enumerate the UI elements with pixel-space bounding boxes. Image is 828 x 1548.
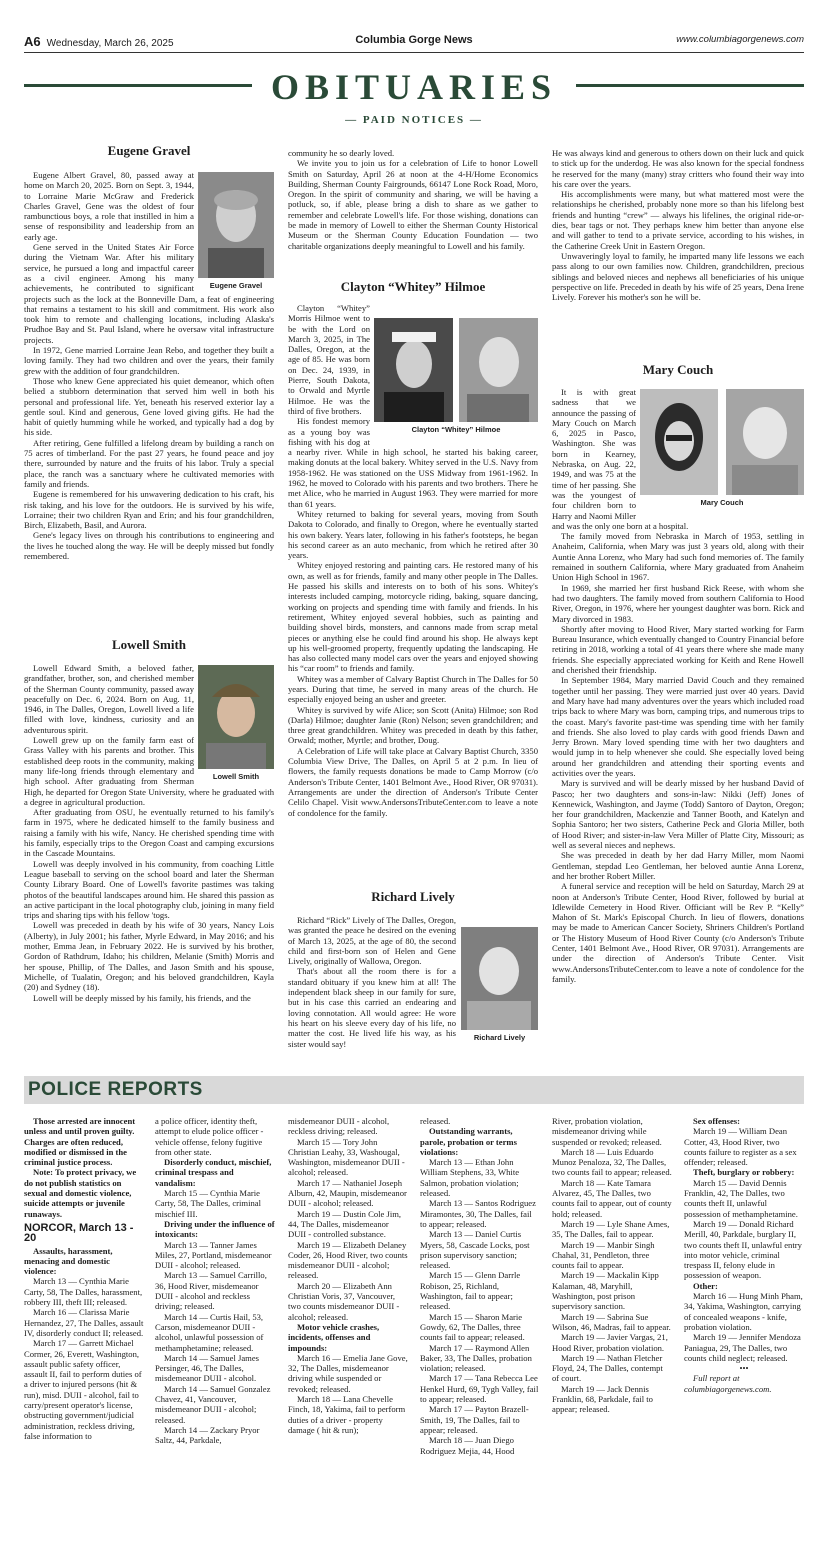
- report-entry: River, probation violation, misdemeanor driving while suspended or revoked; released.: [552, 1116, 662, 1147]
- caption-lively: Richard Lively: [473, 1033, 526, 1042]
- report-entry: March 19 — Jack Dennis Franklin, 68, Parkdale, fail to appear; released.: [552, 1383, 653, 1415]
- police-column-3: [288, 1116, 408, 1536]
- police-column-4: [420, 1116, 540, 1536]
- report-entry: March 13 — Cynthia Marie Carty, 58, The Dalles, harassment, robbery III, theft III; released.: [24, 1276, 143, 1308]
- caption-gravel: Eugene Gravel: [209, 281, 263, 290]
- paragraph: Lowell Edward Smith, a beloved father, grandfather, brother, son, and cherished member of the Sherman County community, passed away peacefully on Dec. 6, 2024. Born on Aug. 11, 1946, in The Dalles, Oregon, Lowell lived a life filled with love, kindness, curiosity and an adventurous spirit.: [24, 663, 194, 735]
- paragraph: Clayton “Whitey” Morris Hilmoe went to be with the Lord on March 3, 2025, in The Dalles, Oregon, at the age of 85. He was born on Dec. 24, 1939, in Pierre, South Dakota, to Orwald and Myrtle Hilmoe. He was the third of five brothers.: [288, 303, 370, 416]
- police-column-6: [684, 1116, 804, 1536]
- obit-name-hilmoe: Clayton “Whitey” Hilmoe: [340, 279, 486, 294]
- obit-text-smith-cont: [288, 148, 538, 270]
- paragraph: After retiring, Gene fulfilled a lifelong dream by building a ranch on 75 acres of timberland. For the past 27 years, he found peace and joy there, surrounded by nature and the fruits of his labor. Truly a special place, the ranch was a sanctuary where he cultivated memories with family and friends.: [24, 437, 274, 489]
- paragraph: Lowell will be deeply missed by his family, his friends, and the: [33, 992, 251, 1003]
- report-category: Motor vehicle crashes, incidents, offenses and impounds:: [288, 1321, 380, 1353]
- paragraph: His fondest memory as a young boy was fishing with his dog at a nearby river. While in high school, he started his baking career, making donuts at the local bakery. Whitey served in the U.S. Navy from 1958-1962. He was stationed on the USS Midway from 1961-1962. In 1962, he moved to Colorado with his parents and two brothers. There he met Alice, who he married in August 1963. They were married for more than 61 years.: [288, 416, 538, 509]
- obit-name-lively: Richard Lively: [371, 889, 455, 904]
- paragraph: Eugene is remembered for his unwavering dedication to his craft, his risk taking, and his love for the outdoors. He is survived by his wife, Lorraine; their two children Ryan and Erin; and his four grandchildren, Birch, Elizabeth, Basil, and Aurora.: [24, 489, 274, 531]
- report-entry: Full report at columbiagorgenews.com.: [684, 1373, 772, 1394]
- report-category: Sex offenses:: [693, 1116, 741, 1126]
- section-title: OBITUARIES: [270, 67, 558, 107]
- report-category: Note: To protect privacy, we do not publish statistics on sexual and domestic violence, suicide attempts or juvenile runaways.: [24, 1167, 137, 1219]
- report-entry: March 17 — Payton Brazell-Smith, 19, The Dalles, fail to appear; released.: [420, 1404, 529, 1435]
- paragraph: Whitey enjoyed restoring and painting cars. He restored many of his own, as well as for friends, family and many other people in The Dalles. He passed his skills and interests on to both of his sons. Whitey's interests included camping, motorcycle riding, baking, square dancing, working on projects and spending time with family and friends. In his retirement, Whitey enjoyed several hobbies, such as painting and building shovel birds, monsters, and cannons made from scrap metal pieces or anything else he could find around his shop. He always kept up his well-groomed property, frequently updating the landscaping. He has also collected many model cars over the years and enjoyed showing his “car room” to friends and family.: [288, 560, 538, 674]
- report-entry: March 19 — Mackalin Kipp Kalaman, 48, Maryhill, Washington, post prison supervisory sanction.: [552, 1270, 659, 1312]
- report-entry: March 18 — Lana Chevelle Finch, 18, Yakima, fail to perform duties of a driver - property damage ( hit & run);: [288, 1394, 406, 1435]
- report-entry: March 19 — Elizabeth Delaney Coder, 26, Hood River, two counts misdemeanor DUII - alcohol; released.: [288, 1239, 408, 1281]
- obit-text-lively-cont: [552, 148, 804, 358]
- paragraph: Mary is survived and will be dearly missed by her husband David of Pasco; her two daughters and sons-in-law: Nikki (Jeff) Jones of Kennewick, Washington, and Jayme (Todd) Santoro of Dayton, Oregon; her four grandchildren, Mackenzie and Tanner Booth, and Katelyn and Sophia Santoro; her two sisters, Catherine Peck and Gloria Miller, both of Hood River; and sister-in-law Vera Miller of Platte City, Missouri; as well as several nieces and nephews.: [552, 778, 804, 851]
- report-category: Theft, burglary or robbery:: [693, 1167, 795, 1178]
- page-header: [24, 34, 804, 50]
- page-number: A6: [24, 34, 41, 49]
- paragraph: Whitey returned to baking for several years, moving from South Dakota to Colorado, and finally to Oregon, where he eventually started his own bakery. Years later, following in his father's footsteps, he began his second career as an auto mechanic, from which he retired after 30 years.: [288, 508, 538, 561]
- paragraph: Gene's legacy lives on through his contributions to engineering and the lives he touched along the way. He will be deeply missed but fondly remembered.: [24, 530, 274, 561]
- caption-hilmoe: Clayton “Whitey” Hilmoe: [411, 425, 501, 434]
- report-entry: March 19 — William Dean Cotter, 43, Hood River, two counts failure to register as a sex offender; released.: [684, 1126, 797, 1168]
- report-entry: March 16 — Emelia Jane Gove, 32, The Dalles, misdemeanor driving while suspended or revoked; released.: [288, 1352, 408, 1394]
- report-entry: March 17 — Raymond Allen Baker, 33, The Dalles, probation violation; released.: [420, 1342, 532, 1374]
- report-subheading: NORCOR, March 13 - 20: [24, 1221, 134, 1245]
- obit-text-lively: [288, 915, 538, 1075]
- paragraph: That's about all the room there is for a standard obituary if you knew him at all! The independent black sheep in our family for sure, but in his case this carried an endearing and loving connotation. All would agree: He wore his heart on his sleeve every day of his life, no matter the cost. He lived life his way, as his sister would say!: [288, 966, 456, 1049]
- report-entry: March 17 — Tana Rebecca Lee Henkel Hurd, 69, Tygh Valley, fail to appear; released.: [420, 1373, 539, 1405]
- paragraph: Lowell was deeply involved in his community, from coaching Little League baseball to serving on the school board and later the Sherman County Library Board. One of Lowell's favorite pastimes was taking photos of the beautiful landscapes around him. He shared this passion as an active participant in the local photography club, joining in many field trips and sharing tips with his fellow 'togs.: [24, 858, 274, 921]
- report-entry: March 18 — Kate Tamara Alvarez, 45, The Dalles, two counts fail to appear, out of county hold; released.: [552, 1177, 672, 1219]
- paragraph: Those who knew Gene appreciated his quiet demeanor, which often belied a stubborn determination that served him well in both his personal and professional life. Yet, beneath his reserved exterior lay a gentle soul. Kind and generous, Gene loved giving gifts. He had the habit of quietly humming while he worked, and typically had a dog by his side.: [24, 375, 274, 438]
- paragraph: Whitey is survived by wife Alice; son Scott (Anita) Hilmoe; son Rod (Darla) Hilmoe; daughter Janie (Ron) Nelson; seven grandchildren; and three great grandchildren. Whitey was preceded in death by this father, Orwald; mother, Myrtle; and brother, Doug.: [288, 704, 538, 746]
- obit-text-couch: [552, 387, 804, 1072]
- report-entry: March 14 — Samuel Gonzalez Chavez, 41, Vancouver, misdemeanor DUII - alcohol; released.: [155, 1383, 271, 1425]
- report-category: Driving under the influence of intoxicants:: [155, 1218, 275, 1240]
- report-category: Disorderly conduct, mischief, criminal trespass and vandalism:: [155, 1157, 272, 1188]
- report-entry: March 16 — Clarissa Marie Hernandez, 27, The Dalles, assault IV, disorderly conduct II; released.: [24, 1307, 144, 1338]
- report-entry: •••: [739, 1363, 749, 1374]
- report-entry: March 18 — Luis Eduardo Munoz Penaloza, 32, The Dalles, two counts fail to appear; released.: [552, 1146, 672, 1178]
- report-entry: March 13 — Samuel Carrillo, 36, Hood River, misdemeanor DUII - alcohol and reckless driving; released.: [155, 1270, 267, 1312]
- report-entry: March 16 — Hung Minh Pham, 34, Yakima, Washington, carrying of concealed weapons - knife, probation violation.: [684, 1291, 803, 1332]
- site-url[interactable]: www.columbiagorgenews.com: [676, 34, 804, 45]
- report-entry: March 14 — Samuel James Persinger, 46, The Dalles, misdemeanor DUII - alcohol.: [155, 1352, 259, 1384]
- paragraph: In September 1984, Mary married David Couch and they remained together until her passing. They were married just over 40 years. David and Mary have had many adventures over the years which included road trips back to where Mary was born, camping trips, and numerous trips to the coast. Mary's favorite past-time was spending time with her family and friends. She also loved to play cards with good friends Dawn and Jerry Brown. Mary loved spending time with her two daughters and would jump in to help whenever she could. She especially loved being around her grandchildren and attending their sporting events and activities over the years.: [552, 675, 804, 778]
- report-entry: a police officer, identity theft, attempt to elude police officer - vehicle offense, felony fugitive from other state.: [155, 1116, 264, 1157]
- report-entry: March 20 — Elizabeth Ann Christian Voris, 37, Vancouver, two counts misdemeanor DUII - alcohol; released.: [288, 1280, 400, 1322]
- report-entry: misdemeanor DUII - alcohol, reckless driving; released.: [288, 1116, 390, 1137]
- paragraph: Eugene Albert Gravel, 80, passed away at home on March 20, 2025. Born on Sept. 3, 1944, to Lorraine Marie McGraw and Frederick Charles Gravel, Gene was the oldest of four rambunctious boys, a role that instilled in him a sense of responsibility and leadership from an early age.: [24, 170, 194, 242]
- report-entry: March 15 — David Dennis Franklin, 42, The Dalles, two counts theft II, unlawful possession of methamphetamine.: [684, 1177, 798, 1219]
- caption-couch: Mary Couch: [700, 498, 744, 507]
- paragraph: Richard “Rick” Lively of The Dalles, Oregon, was granted the peace he desired on the evening of March 13, 2025, at the age of 80, the second child and first-born son of Helen and Gene Lively, originally of Wallowa, Oregon.: [288, 915, 456, 967]
- obit-text-gravel: [24, 170, 274, 630]
- report-entry: March 19 — Donald Richard Merill, 40, Parkdale, burglary II, two counts theft II, unlawful entry into motor vehicle, criminal trespass II, felony elude in possession of weapon.: [684, 1218, 802, 1281]
- obit-name-couch: Mary Couch: [642, 362, 714, 377]
- report-entry: March 19 — Nathan Fletcher Floyd, 24, The Dalles, contempt of court.: [552, 1352, 663, 1384]
- report-entry: March 18 — Juan Diego Rodriguez Mejia, 44, Hood: [420, 1435, 515, 1456]
- paragraph: In 1972, Gene married Lorraine Jean Rebo, and together they built a loving family. They had two children and over the years, their family grew with the addition of four grandchildren.: [24, 345, 274, 376]
- paper-name: Columbia Gorge News: [355, 34, 473, 46]
- report-entry: March 19 — Manbir Singh Chahal, 31, Pendleton, three counts fail to appear.: [552, 1239, 655, 1271]
- police-column-5: [552, 1116, 672, 1536]
- paragraph: Whitey was a member of Calvary Baptist Church in The Dalles for 50 years. During that time, he served in many areas of the church. He especially enjoyed being an usher and greeter.: [288, 673, 538, 705]
- report-entry: March 15 — Cynthia Marie Carty, 58, The Dalles, criminal mischief III.: [155, 1188, 261, 1219]
- paragraph: community he so dearly loved.: [288, 148, 395, 158]
- obit-name-gravel: Eugene Gravel: [107, 143, 191, 158]
- police-column-2: [155, 1116, 275, 1536]
- paragraph: She was preceded in death by her dad Harry Miller, mom Naomi Gentleman, stepdad Leo Gentleman, her beloved auntie Anna Lorenz, and her brother Robert Miller.: [552, 850, 804, 881]
- police-column-1: [24, 1116, 144, 1536]
- paragraph: We invite you to join us for a celebration of Life to honor Lowell Smith on Saturday, April 26 at noon at the 4-H/Home Economics Building, Sherman County Fairgrounds, 66147 Lone Rock Road, Moro, Oregon. In the spirit of community and sharing, we will be having a potluck, so, if able, please bring a dish to share as we gather to remember and celebrate Lowell's life. For those wishing, donations can be made in memory of Lowell to either the Sherman County Historical Museum or the Sherman County Education Foundation — two charitable organizations deeply meaningful to Lowell and his family.: [288, 158, 538, 251]
- paragraph: A funeral service and reception will be held on Saturday, March 29 at noon at Anderson's Tribute Center, Hood River, followed by burial at Idlewilde Cemetery in Hood River. Officiant will be Rev P. “Kelly” Mahon of St. Mark's Episcopal Church. In lieu of flowers, donations may be made to American Cancer Society, Shriners Children's Portland or The History Museum of Hood River County (c/o Anderson's Tribute Center, 1401 Belmont Ave., Hood River, OR 97031). Arrangements are under the direction of Anderson's Tribute Center. Visit www.AndersonsTributeCenter.com to leave a note of condolence for the family.: [552, 881, 804, 984]
- header-rule: [24, 52, 804, 53]
- report-entry: March 14 — Curtis Hail, 53, Carson, misdemeanor DUII - alcohol, unlawful possession of methamphetamine; released.: [155, 1311, 264, 1353]
- report-entry: March 19 — Javier Vargas, 21, Hood River, probation violation.: [552, 1332, 668, 1353]
- report-category: Assaults, harassment, menacing and domestic violence:: [24, 1245, 113, 1277]
- paragraph: After graduating from OSU, he eventually returned to his family's farm in 1975, where he dedicated himself to the family business and raising a family with his wife, Nancy. He cherished spending time with his family, especially trips to the Oregon Coast and camping excursions in the Cascade Mountains.: [24, 807, 274, 859]
- report-entry: March 15 — Sharon Marie Gowdy, 62, The Dalles, three counts fail to appear; released.: [420, 1311, 525, 1343]
- report-entry: March 13 — Santos Rodriguez Miramontes, 30, The Dalles, fail to appear; released.: [420, 1198, 536, 1229]
- section-banner: [24, 66, 804, 106]
- paragraph: Unwaveringly loyal to family, he imparted many life lessons we each pass along to our own families now. Children, grandchildren, precious siblings and beloved nieces and nephews all beneficiaries of his unique perspective on life. Preceded in death by his wife of 25 years, Dena Irene Lively. Forever his mother's son he will be.: [552, 250, 804, 303]
- issue-date: Wednesday, March 26, 2025: [46, 38, 174, 49]
- report-entry: March 13 — Daniel Curtis Myers, 58, Cascade Locks, post prison supervisory sanction; released.: [420, 1229, 530, 1271]
- report-entry: March 19 — Sabrina Sue Wilson, 46, Madras, fail to appear.: [552, 1311, 671, 1332]
- paragraph: Gene served in the United States Air Force during the Vietnam War. After his military service, he pursued a long and impactful career as a civil engineer. Among his many achievements, he contributed to significant projects such as the lock at the Bonneville Dam, a feat of engineering that remains a testament to his skill and commitment. His work also took him to remote and challenging locations, including Alaska's Prudhoe Bay and St. Paul Island, where he oversaw vital infrastructure projects.: [24, 242, 274, 345]
- section-subtitle: — PAID NOTICES —: [345, 114, 483, 126]
- report-entry: March 19 — Dustin Cole Jim, 44, The Dalles, misdemeanor DUII - controlled substance.: [288, 1208, 402, 1240]
- report-entry: March 15 — Tory John Christian Leahy, 33, Washougal, Washington, misdemeanor DUII - alcohol; released.: [288, 1136, 405, 1178]
- report-entry: March 13 — Ethan John William Stephens, 33, White Salmon, probation violation; released.: [420, 1157, 520, 1199]
- paragraph: In 1969, she married her first husband Rick Reese, with whom she had two daughters. The family moved from southern California to Hood River, Oregon, in 1976, where her youngest daughter was born. Rick and Mary divorced in 1983.: [552, 582, 804, 624]
- report-entry: March 19 — Jennifer Mendoza Paniagua, 29, The Dalles, two counts child neglect; released.: [684, 1332, 801, 1363]
- paragraph: Lowell was preceded in death by his wife of 30 years, Nancy Lois (Alberty), in July 2001; his father, Myrle Edward, in May 2016; and his mother, Emma Jean, in February 2022. He is survived by his brother, Gordon of Rathdrum, Idaho; his children, Melanie (Smith) Morris and her spouse, Phillip, of The Dalles, and Jason Smith and his spouse, Michelle, of Tualatin, Oregon; and his beloved grandchildren, Kayla (20) and Sydney (18).: [24, 920, 274, 993]
- paragraph: He was always kind and generous to others down on their luck and quick to stick up for the underdog. He was also known for the special fondness he reserved for the many (many) stray critters who found their way into his care over the years.: [552, 148, 804, 189]
- paragraph: Lowell grew up on the family farm east of Grass Valley with his parents and brother. This established deep roots in the community, making many life-long friends through elementary and high school. After graduating from Sherman High, he departed for Oregon State University, where he graduated with a degree in agricultural production.: [24, 735, 274, 807]
- report-entry: March 19 — Lyle Shane Ames, 35, The Dalles, fail to appear.: [552, 1218, 670, 1240]
- obit-text-smith: [24, 663, 274, 1073]
- report-category: Other:: [693, 1280, 718, 1291]
- report-category: Outstanding warrants, parole, probation or terms violations:: [420, 1126, 517, 1157]
- paragraph: The family moved from Nebraska in March of 1953, settling in Anaheim, California, when Mary was just 3 years old, along with their Auntie Anna Lorenz, who Mary had such fond memories of. The family remained in southern California, where Mary graduated from Anaheim Union High School in 1967.: [552, 531, 804, 583]
- report-entry: March 17 — Garrett Michael Cormer, 26, Everett, Washington, assault public safety officer, assault II, fail to perform duties of a driver to injured persons (hit & run), misd. DUII - alcohol, fail to carry/present operator's license, obstructing government/judicial administration, reckless driving, false information to: [24, 1338, 142, 1441]
- report-entry: March 13 — Tanner James Miles, 27, Portland, misdemeanor DUII - alcohol; released.: [155, 1239, 272, 1271]
- report-entry: released.: [420, 1116, 451, 1126]
- obit-name-smith: Lowell Smith: [111, 637, 187, 652]
- police-reports-header: [24, 1076, 804, 1104]
- report-category: Those arrested are innocent unless and until proven guilty. Charges are often reduced, modified or dismissed in the criminal justice process.: [24, 1116, 136, 1168]
- caption-smith: Lowell Smith: [212, 772, 260, 781]
- report-entry: March 15 — Glenn Darrle Robison, 25, Richland, Washington, fail to appear; released.: [420, 1270, 521, 1312]
- paragraph: His accomplishments were many, but what mattered most were the relationships he cherished, probably none more so than his lifelong best friends and hunting “crew” — always his lifelines, the original ride-or-dies, bear tags or not. They perhaps knew him better than anyone else and will gather to tend to a private service, according to his wishes, in the Catherine Creek Unit in Eastern Oregon.: [552, 189, 804, 251]
- report-entry: March 17 — Nathaniel Joseph Alburn, 42, Maupin, misdemeanor DUII - alcohol; released.: [288, 1177, 407, 1209]
- paragraph: A Celebration of Life will take place at Calvary Baptist Church, 3350 Columbia View Drive, The Dalles, on April 5 at 2 p.m. In lieu of flowers, the family requests donations be made to Camp Morrow (c/o Anderson's Tribute Center, 1401 Belmont Ave., Hood River, OR 97031). Arrangements are under the direction of Anderson's Tribute Center Celilo Chapel. Visit www.AndersonsTributeCenter.com to leave a note of condolence for the family.: [288, 745, 538, 818]
- police-reports-title: POLICE REPORTS: [28, 1079, 203, 1100]
- obit-text-hilmoe: [288, 303, 538, 879]
- paragraph: It is with great sadness that we announce the passing of Mary Couch on March 6, 2025 in Pasco, Washington. She was born in Kearney, Nebraska, on Aug. 22, 1949, and was 75 at the time of her passing. She was the youngest of four children born to Harry and Naomi Miller and was the only one born at a hospital.: [552, 387, 689, 531]
- paragraph: Shortly after moving to Hood River, Mary started working for Farm Bureau Insurance, which eventually changed to Country Financial before retiring in 2018, working a total of 41 years there where she made many friends. She especially appreciated working for Keith and Rene Howell and cherished their friendship.: [552, 623, 804, 676]
- report-entry: March 14 — Zackary Pryor Saltz, 44, Parkdale,: [155, 1424, 260, 1446]
